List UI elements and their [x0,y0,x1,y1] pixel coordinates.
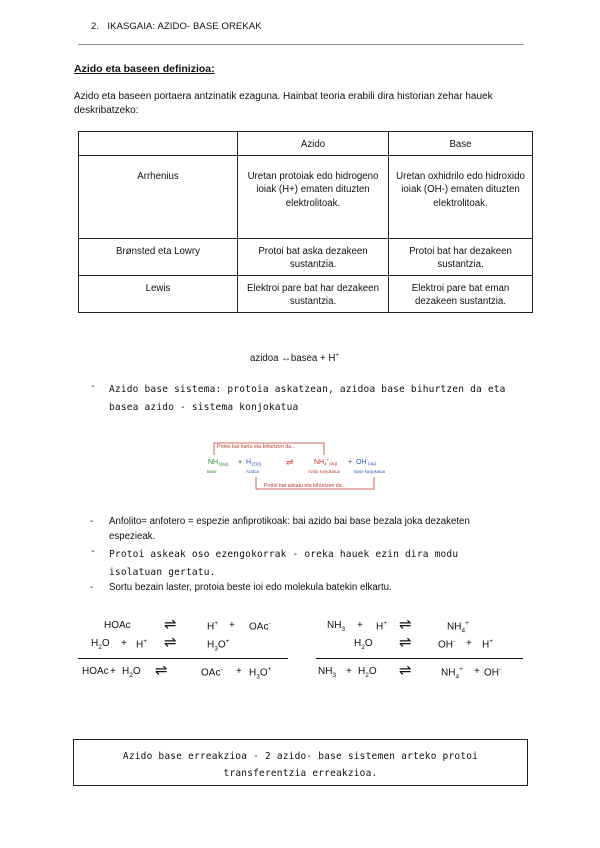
bullet-line: Azido base sistema: protoia askatzean, azidoa base bihurtzen da eta [109,384,506,395]
eq-plus: + [357,620,363,631]
bullet-text [109,546,458,582]
eq-right-r3-a: $NH_3$ [318,666,337,679]
eq-arrow: ⇌ [155,662,168,679]
eq-left-r1-c: OAc- [249,620,271,633]
bullet-anfolito [90,515,530,545]
page-header [91,21,262,32]
table-cell-base: Protoi bat har dezakeen sustantzia. [389,238,533,275]
bullet-line: Protoi askeak oso ezengokorrak - oreka hauek ezin dira modu [109,549,459,560]
conjugate-pair-figure [204,437,396,494]
eq-right-r1-b: H+ [376,620,388,633]
eq-left-r3-a: HOAc [82,666,109,677]
table-cell-base: Uretan oxhidrilo edo hidroxido ioiak (OH-) ematen dituzten elektrolitoak. [389,155,533,238]
summary-line: Azido base erreakzioa - 2 azido- base sistemen arteko protoi [122,751,479,762]
table-cell-theory: Arrhenius [79,155,238,238]
summary-box [73,739,528,786]
h2o-label: $H_{2O(l)}$ [246,459,262,467]
eq-arrow: ⇌ [399,662,412,679]
intro-paragraph: Azido eta baseen portaera antzinatik ezaguna. Hainbat teoria erabili dira historian zehar hauek deskribatzeko: [74,91,493,116]
eq-right-r2-d: H+ [482,638,494,651]
eq-right-r3-b: $H_2O$ [358,666,377,679]
eq-right-r1-c: $NH_4^+$ [447,620,469,635]
bullet-text [109,515,470,544]
eq-plus: + [110,666,116,677]
eq-left-r2-b: H+ [136,638,148,651]
eq-arrow: ⇌ [399,616,412,633]
header-number: 2. [91,21,100,32]
eq-left-r2-a: $H_2O$ [91,638,110,651]
label-conjugate-acid: Azido konjokatua [308,469,340,474]
eq-plus: + [236,666,242,677]
eq-plus: + [474,666,480,677]
table-cell-theory: Lewis [79,275,238,312]
table-cell-base: Elektroi pare bat eman dezakeen sustantzia. [389,275,533,312]
eq-plus: + [346,666,352,677]
table-header-cell: Azido [238,132,389,156]
eq-left-r3-d: $H_3O^+$ [249,666,272,681]
header-divider [78,44,524,45]
bullet-proton-bonding [90,581,530,597]
equilibrium-caption-sup: + [335,353,339,359]
bullet-free-protons [90,546,530,582]
section-title: Azido eta baseen definizioa: [74,63,215,75]
table-row [79,155,533,238]
eq-right-r2-c: OH- [438,638,456,651]
eq-arrow: ⇌ [399,634,412,651]
bullet-text [109,381,506,417]
summary-line: transferentzia erreakzioa. [223,768,378,779]
figure-top-label: Protoi bat hartu eta bihurtzen da... [217,444,296,450]
eq-right-r3-c: $NH_4^+$ [441,666,463,681]
bullet-dash: - [90,582,94,593]
eq-left-r1-b: H+ [207,620,219,633]
table-cell-acid: Uretan protoiak edo hidrogeno ioiak (H+) ematen dituzten elektrolitoak. [238,155,389,238]
eq-left-r3-c: OAc- [201,666,223,679]
label-acid: Azidoa [246,469,259,474]
bullet-line: espezieak. [109,530,156,542]
definitions-table [78,131,533,313]
bullet-text: Sortu bezain laster, protoia beste ioi edo molekula batekin elkartu. [109,582,392,593]
plus-sign: + [238,459,243,466]
table-cell-theory: Brønsted eta Lowry [79,238,238,275]
figure-bottom-label: Protoi bat askatu eta bihurtzen da... [264,483,346,489]
bullet-acid-base-system [90,381,530,421]
table-cell-acid: Protoi bat aska dezakeen sustantzia. [238,238,389,275]
eq-left-r1-a: HOAc [104,620,131,631]
bullet-dash: - [90,381,96,392]
bullet-line: isolatuan gertatu. [109,567,216,578]
label-base: Base [207,469,217,474]
equilibrium-caption-text: azidoa ↔basea + H [250,353,336,365]
table-header-row [79,132,533,156]
eq-right-r2-a: $H_2O$ [354,638,373,651]
bullet-line: Anfolito= anfotero = espezie anfiprotikoak: bai azido bai base bezala joka dezaketen [109,516,470,527]
eq-left-sum-rule [78,658,288,659]
eq-right-r1-a: $NH_3$ [327,620,346,633]
eq-arrow: ⇌ [164,634,177,651]
bullet-dash: - [90,546,96,557]
plus-sign: + [348,459,353,466]
label-conjugate-base: Base konjokatua [354,469,385,474]
eq-right-r3-d: OH- [484,666,502,679]
table-cell-acid: Elektroi pare bat har dezakeen sustantzia. [238,275,389,312]
table-header-cell [79,132,238,156]
nh3-label: $NH_{3(aq)}$ [208,459,229,467]
summary-text [74,748,527,782]
header-title: IKASGAIA: AZIDO- BASE OREKAK [107,21,262,32]
eq-plus: + [121,638,127,649]
bullet-dash: - [90,516,94,527]
eq-plus: + [466,638,472,649]
nh4-label: $NH_4^+_{(aq)}$ [314,457,338,467]
equilibrium-arrow: ⇌ [286,458,294,468]
eq-left-r2-c: $H_3O^+$ [207,638,230,653]
bullet-line: basea azido - sistema konjokatua [109,402,299,413]
oh-label: $OH^-_{(aq)}$ [356,457,377,466]
eq-plus: + [229,620,235,631]
table-row [79,275,533,312]
equilibrium-caption [250,353,339,364]
table-row [79,238,533,275]
eq-arrow: ⇌ [164,616,177,633]
eq-left-r3-b: $H_2O$ [122,666,141,679]
table-header-cell: Base [389,132,533,156]
eq-right-sum-rule [316,658,523,659]
